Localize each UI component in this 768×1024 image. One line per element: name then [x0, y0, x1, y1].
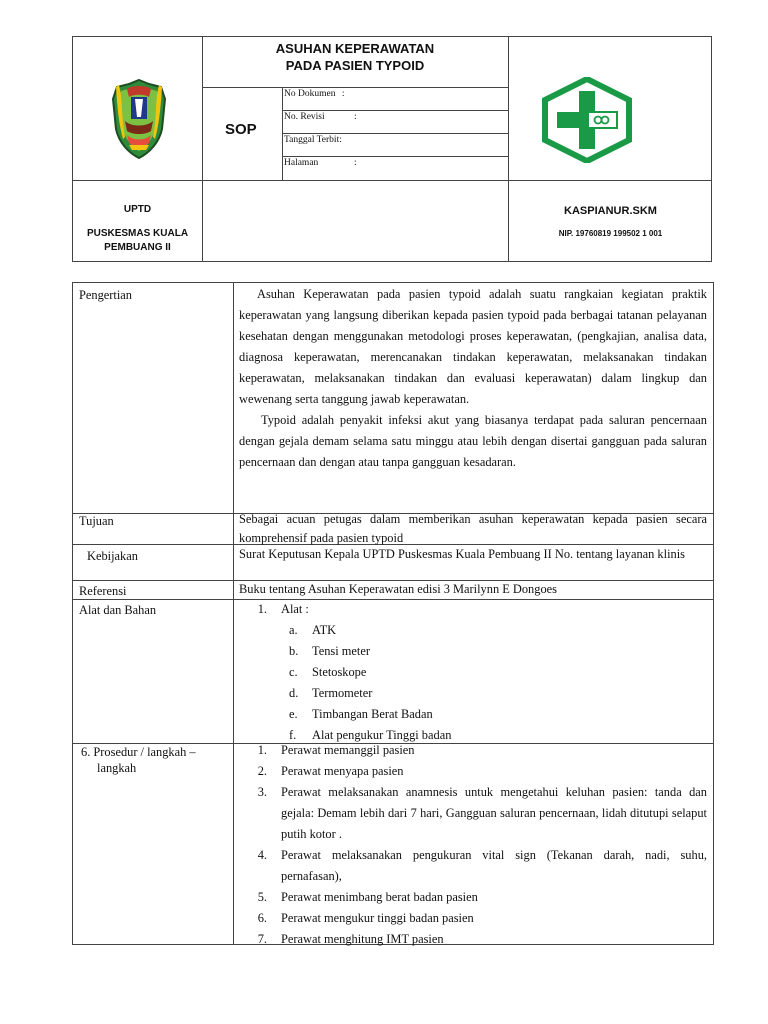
list-prosedur	[239, 740, 707, 950]
list-item: 6. Perawat mengukur tinggi badan pasien	[257, 911, 474, 925]
meta-no-dokumen: No Dokumen :	[284, 89, 345, 99]
label-referensi: Referensi	[79, 584, 127, 598]
value-pengertian	[239, 284, 707, 473]
list-item: 1. Perawat memanggil pasien	[257, 743, 415, 757]
list-item: 1. Alat :	[257, 602, 309, 616]
meta-no-revisi: No. Revisi :	[284, 112, 357, 122]
sop-content-table	[72, 282, 714, 945]
list-item: 5. Perawat menimbang berat badan pasien	[257, 890, 478, 904]
list-item: 2. Perawat menyapa pasien	[257, 764, 404, 778]
label-pengertian: Pengertian	[79, 288, 132, 302]
list-item: e. Timbangan Berat Badan	[289, 707, 433, 721]
list-item: 7. Perawat menghitung IMT pasien	[257, 932, 444, 946]
meta-tanggal-terbit: Tanggal Terbit:	[284, 135, 342, 145]
list-item: d. Termometer	[289, 686, 373, 700]
list-item: a. ATK	[289, 623, 337, 637]
list-item: 3. Perawat melaksanakan anamnesis untuk mengetahui keluhan pasien: tanda dan gejala: Demam lebih dari 7 hari, Gangguan saluran pencernaan, lidah ditutupi selaput putih kotor .	[257, 785, 707, 841]
value-tujuan: Sebagai acuan petugas dalam memberikan asuhan keperawatan kepada pasien secara komprehensif pada pasien typoid	[239, 512, 707, 545]
regency-logo	[109, 77, 169, 161]
pengertian-paragraph-1: Asuhan Keperawatan pada pasien typoid adalah suatu rangkaian kegiatan praktik keperawatan yang langsung diberikan kepada pasien typoid pada berbagai tatanan pelayanan kesehatan dengan menggunakan metodologi proses keperawatan, (pengkajian, analisa data, diagnosa keperawatan, merencanakan tindakan keperawatan, melaksanakan tindakan keperawatan, melaksanakan tindakan dan evaluasi keperawatan) dalam lingkup dan wewenang serta tanggung jawab keperawatan.	[239, 287, 707, 406]
document-title: ASUHAN KEPERAWATAN PADA PASIEN TYPOID	[275, 41, 435, 73]
pengertian-paragraph-2: Typoid adalah penyakit infeksi akut yang biasanya terdapat pada saluran pencernaan dengan gejala demam selama satu minggu atau lebih dengan disertai gangguan pada saluran pencernaan dan dengan atau tanpa gangguan kesadaran.	[239, 413, 707, 469]
list-item: 4. Perawat melaksanakan pengukuran vital sign (Tekanan darah, nadi, suhu, pernafasan),	[257, 848, 707, 883]
value-referensi: Buku tentang Asuhan Keperawatan edisi 3 Marilynn E Dongoes	[239, 582, 557, 596]
puskesmas-logo	[541, 77, 633, 163]
signer-nip: NIP. 19760819 199502 1 001	[558, 229, 663, 238]
list-item: f. Alat pengukur Tinggi badan	[289, 728, 452, 742]
sop-label: SOP	[225, 121, 257, 138]
list-item: c. Stetoskope	[289, 665, 367, 679]
sop-header	[72, 36, 712, 262]
list-alat	[239, 599, 707, 746]
value-kebijakan: Surat Keputusan Kepala UPTD Puskesmas Kuala Pembuang II No. tentang layanan klinis	[239, 547, 685, 561]
label-kebijakan: Kebijakan	[87, 549, 138, 563]
label-tujuan: Tujuan	[79, 514, 114, 528]
label-prosedur: 6. Prosedur / langkah – langkah	[81, 745, 196, 775]
label-alat-dan-bahan: Alat dan Bahan	[79, 603, 157, 617]
list-item: b. Tensi meter	[289, 644, 370, 658]
organization-name: UPTD PUSKESMAS KUALA PEMBUANG II	[86, 204, 189, 253]
signer-name: KASPIANUR.SKM	[564, 205, 657, 217]
meta-halaman: Halaman :	[284, 158, 357, 168]
